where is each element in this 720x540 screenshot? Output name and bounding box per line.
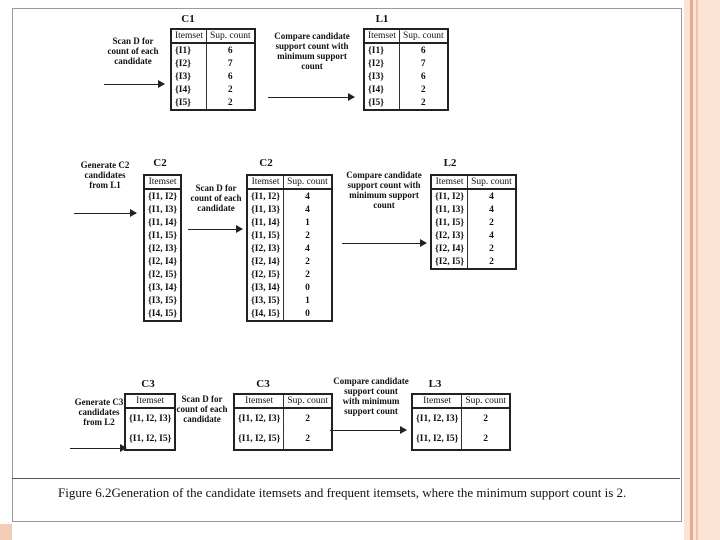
count-cell: 2 <box>284 229 332 242</box>
table-row <box>247 189 332 203</box>
table-row <box>412 429 510 450</box>
table-row <box>171 43 255 57</box>
itemset-cell: {I2, I5} <box>251 269 281 280</box>
count-cell: 4 <box>284 189 332 203</box>
itemset-cell: {I3, I5} <box>148 295 178 306</box>
itemset-cell: {I3} <box>175 71 191 82</box>
itemset-cell: {I4} <box>368 84 384 95</box>
itemset-cell: {I1, I3} <box>251 204 281 215</box>
itemset-cell: {I2, I4} <box>435 243 465 254</box>
arrow-row1-a <box>104 84 164 85</box>
itemset-cell: {I3} <box>368 71 384 82</box>
count-cell: 4 <box>468 203 516 216</box>
count-cell: 2 <box>468 242 516 255</box>
itemset-cell: {I1, I2} <box>148 191 178 202</box>
column-header: Itemset <box>125 394 175 408</box>
itemset-cell: {I1, I2, I5} <box>238 434 281 444</box>
itemset-cell: {I4} <box>175 84 191 95</box>
itemset-cell: {I2, I3} <box>148 243 178 254</box>
itemset-cell: {I1} <box>175 45 191 56</box>
count-cell: 2 <box>284 429 332 450</box>
table-row <box>364 57 448 70</box>
itemset-cell: {I3, I5} <box>251 295 281 306</box>
column-header: Sup. count <box>468 175 516 189</box>
decorative-stripe <box>690 0 693 540</box>
count-cell: 6 <box>399 70 447 83</box>
table-row <box>364 83 448 96</box>
table-row <box>247 229 332 242</box>
table-row <box>431 203 516 216</box>
c3-table <box>124 393 176 451</box>
itemset-cell: {I1, I4} <box>251 217 281 228</box>
c2b-table <box>246 174 333 322</box>
column-header: Itemset <box>431 175 468 189</box>
column-header: Itemset <box>247 175 284 189</box>
table-row <box>431 255 516 269</box>
count-cell: 1 <box>284 216 332 229</box>
column-header: Sup. count <box>284 175 332 189</box>
column-header: Sup. count <box>462 394 510 408</box>
itemset-cell: {I2} <box>175 58 191 69</box>
slide-frame <box>12 8 682 522</box>
table-row <box>144 203 181 216</box>
generate-text-row2: Generate C2 candidates from L1 <box>80 160 130 190</box>
count-cell: 7 <box>206 57 254 70</box>
c3b-title: C3 <box>256 378 270 390</box>
table-row <box>171 96 255 110</box>
count-cell: 2 <box>284 268 332 281</box>
l3-title: L3 <box>428 378 442 390</box>
count-cell: 1 <box>284 294 332 307</box>
column-header: Sup. count <box>206 29 254 43</box>
table-row <box>125 429 175 450</box>
column-header: Itemset <box>412 394 462 408</box>
arrow-row1-b <box>268 97 354 98</box>
itemset-cell: {I2, I5} <box>148 269 178 280</box>
scan-text-row3: Scan D for count of each candidate <box>176 394 228 424</box>
itemset-cell: {I1, I2, I3} <box>238 414 281 424</box>
table-row <box>431 242 516 255</box>
table-row <box>144 189 181 203</box>
table-row <box>144 268 181 281</box>
table-row <box>364 96 448 110</box>
c1-table <box>170 28 256 111</box>
table-row <box>247 294 332 307</box>
count-cell: 2 <box>468 216 516 229</box>
l2-table <box>430 174 517 270</box>
c2-title: C2 <box>153 157 167 169</box>
l1-title: L1 <box>375 13 389 25</box>
c2-table <box>143 174 182 322</box>
itemset-cell: {I1, I5} <box>435 217 465 228</box>
column-header: Itemset <box>234 394 284 408</box>
table-row <box>247 281 332 294</box>
decorative-corner <box>0 524 12 540</box>
itemset-cell: {I1, I2} <box>251 191 281 202</box>
table-row <box>144 229 181 242</box>
itemset-cell: {I2} <box>368 58 384 69</box>
l3-table <box>411 393 511 451</box>
count-cell: 4 <box>284 203 332 216</box>
itemset-cell: {I1, I2, I5} <box>416 434 459 444</box>
count-cell: 7 <box>399 57 447 70</box>
count-cell: 4 <box>468 229 516 242</box>
scan-text-row2: Scan D for count of each candidate <box>190 183 242 213</box>
table-row <box>247 255 332 268</box>
column-header: Itemset <box>171 29 206 43</box>
arrow-row3-b <box>330 430 406 431</box>
table-row <box>431 189 516 203</box>
table-row <box>144 307 181 321</box>
itemset-cell: {I1, I3} <box>435 204 465 215</box>
l2-title: L2 <box>443 157 457 169</box>
itemset-cell: {I3, I4} <box>251 282 281 293</box>
figure-caption: Figure 6.2Generation of the candidate itemsets and frequent itemsets, where the minimum support count is 2. <box>58 485 627 500</box>
compare-text-row2: Compare candidate support count with minimum support count <box>346 170 422 210</box>
count-cell: 2 <box>462 408 510 429</box>
itemset-cell: {I2, I3} <box>435 230 465 241</box>
arrow-row2-b <box>188 229 242 230</box>
arrow-row2-c <box>342 243 426 244</box>
table-row <box>171 57 255 70</box>
compare-text-row1: Compare candidate support count with minimum support count <box>274 31 350 71</box>
count-cell: 4 <box>468 189 516 203</box>
compare-text-row3: Compare candidate support count with minimum support count <box>333 376 409 416</box>
itemset-cell: {I1, I4} <box>148 217 178 228</box>
itemset-cell: {I2, I3} <box>251 243 281 254</box>
l1-table <box>363 28 449 111</box>
column-header: Sup. count <box>399 29 447 43</box>
count-cell: 2 <box>206 83 254 96</box>
itemset-cell: {I2, I4} <box>148 256 178 267</box>
table-row <box>247 268 332 281</box>
table-row <box>247 216 332 229</box>
c2b-title: C2 <box>259 157 273 169</box>
itemset-cell: {I2, I5} <box>435 256 465 267</box>
column-header: Itemset <box>144 175 181 189</box>
count-cell: 0 <box>284 281 332 294</box>
itemset-cell: {I5} <box>368 97 384 108</box>
count-cell: 2 <box>284 408 332 429</box>
table-row <box>364 70 448 83</box>
itemset-cell: {I1, I2, I3} <box>129 414 172 424</box>
arrow-row3-a <box>70 448 126 449</box>
c3-title: C3 <box>141 378 155 390</box>
column-header: Itemset <box>364 29 399 43</box>
itemset-cell: {I1, I5} <box>251 230 281 241</box>
table-row <box>234 429 332 450</box>
scan-text-row1: Scan D for count of each candidate <box>107 36 159 66</box>
table-row <box>431 229 516 242</box>
itemset-cell: {I5} <box>175 97 191 108</box>
count-cell: 6 <box>399 43 447 57</box>
table-row <box>234 408 332 429</box>
count-cell: 6 <box>206 43 254 57</box>
table-row <box>364 43 448 57</box>
count-cell: 2 <box>399 83 447 96</box>
itemset-cell: {I1, I2, I5} <box>129 434 172 444</box>
table-row <box>247 203 332 216</box>
table-row <box>144 294 181 307</box>
c3b-table <box>233 393 333 451</box>
table-row <box>144 281 181 294</box>
arrow-row2-a <box>74 213 136 214</box>
itemset-cell: {I1, I5} <box>148 230 178 241</box>
generate-text-row3: Generate C3 candidates from L2 <box>74 397 124 427</box>
table-row <box>171 70 255 83</box>
table-row <box>125 408 175 429</box>
table-row <box>144 255 181 268</box>
table-row <box>144 216 181 229</box>
itemset-cell: {I2, I4} <box>251 256 281 267</box>
count-cell: 2 <box>399 96 447 110</box>
itemset-cell: {I4, I5} <box>148 308 178 319</box>
itemset-cell: {I1, I2} <box>435 191 465 202</box>
itemset-cell: {I1, I2, I3} <box>416 414 459 424</box>
decorative-stripe <box>696 0 698 540</box>
count-cell: 2 <box>284 255 332 268</box>
count-cell: 6 <box>206 70 254 83</box>
count-cell: 2 <box>468 255 516 269</box>
table-row <box>247 307 332 321</box>
table-row <box>171 83 255 96</box>
table-row <box>247 242 332 255</box>
table-row <box>412 408 510 429</box>
itemset-cell: {I3, I4} <box>148 282 178 293</box>
count-cell: 2 <box>206 96 254 110</box>
count-cell: 2 <box>462 429 510 450</box>
itemset-cell: {I4, I5} <box>251 308 281 319</box>
itemset-cell: {I1} <box>368 45 384 56</box>
count-cell: 4 <box>284 242 332 255</box>
c1-title: C1 <box>181 13 195 25</box>
table-row <box>431 216 516 229</box>
count-cell: 0 <box>284 307 332 321</box>
decorative-right-band <box>684 0 720 540</box>
column-header: Sup. count <box>284 394 332 408</box>
itemset-cell: {I1, I3} <box>148 204 178 215</box>
table-row <box>144 242 181 255</box>
